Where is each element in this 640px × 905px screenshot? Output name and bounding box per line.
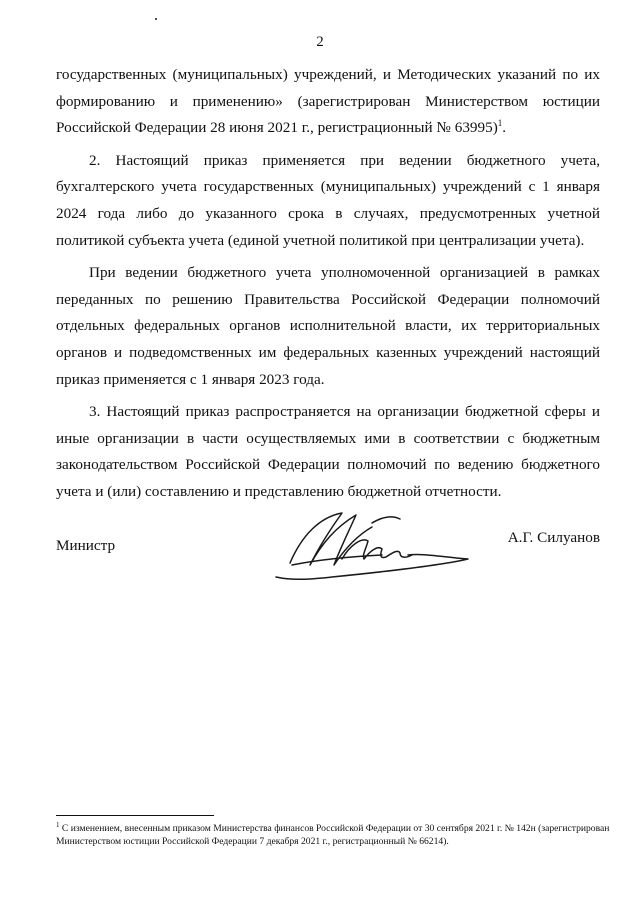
paragraph-authorized-organization: При ведении бюджетного учета уполномоченной организацией в рамках переданных по решению Правительства Российской Федерации полномочий отдельных федеральных органов исполнительной власти, их территориальных органов и подведомственных им федеральных казенных учреждений настоящий приказ применяется с 1 января 2023 года. [56,264,600,388]
paragraph-item-2: 2. Настоящий приказ применяется при ведении бюджетного учета, бухгалтерского учета государственных (муниципальных) учреждений с 1 января 2024 года либо до указанного срока в случаях, предусмотренных учетной политикой субъекта учета (единой учетной политикой при централизации учета). [56,151,600,249]
footnote-text: С изменением, внесенным приказом Министерства финансов Российской Федерации от 30 сентября 2021 г. № 142н (зарегистрирован Министерством юстиции Российской Федерации 7 декабря 2021 г., регистрационный № 66214). [56,823,610,847]
scan-speck [155,18,157,20]
signatory-name: А.Г. Силуанов [507,529,600,546]
footnote-reference[interactable]: 1 [497,118,503,129]
paragraph-continuation [56,62,600,142]
paragraph-end-punctuation: . [502,119,507,137]
paragraph-item-3: 3. Настоящий приказ распространяется на организации бюджетной сферы и иные организации в части осуществляемых ими в соответствии с бюджетным законодательством Российской Федерации полномочий по ведению бюджетного учета и (или) составлению и представлению бюджетной отчетности. [56,403,600,500]
signatory-title: Министр [56,537,116,554]
page-number: 2 [316,34,324,50]
footnote [56,822,616,848]
handwritten-signature [272,505,472,587]
document-body [56,62,600,512]
footnote-divider [56,815,214,816]
footnote-mark: 1 [56,820,60,829]
signature-block [56,505,600,595]
paragraph-text: государственных (муниципальных) учреждений, и Методических указаний по их формированию и применению» (зарегистрирован Министерством юстиции Российской Федерации 28 июня 2021 г., регистрационный № 63995) [56,66,600,137]
